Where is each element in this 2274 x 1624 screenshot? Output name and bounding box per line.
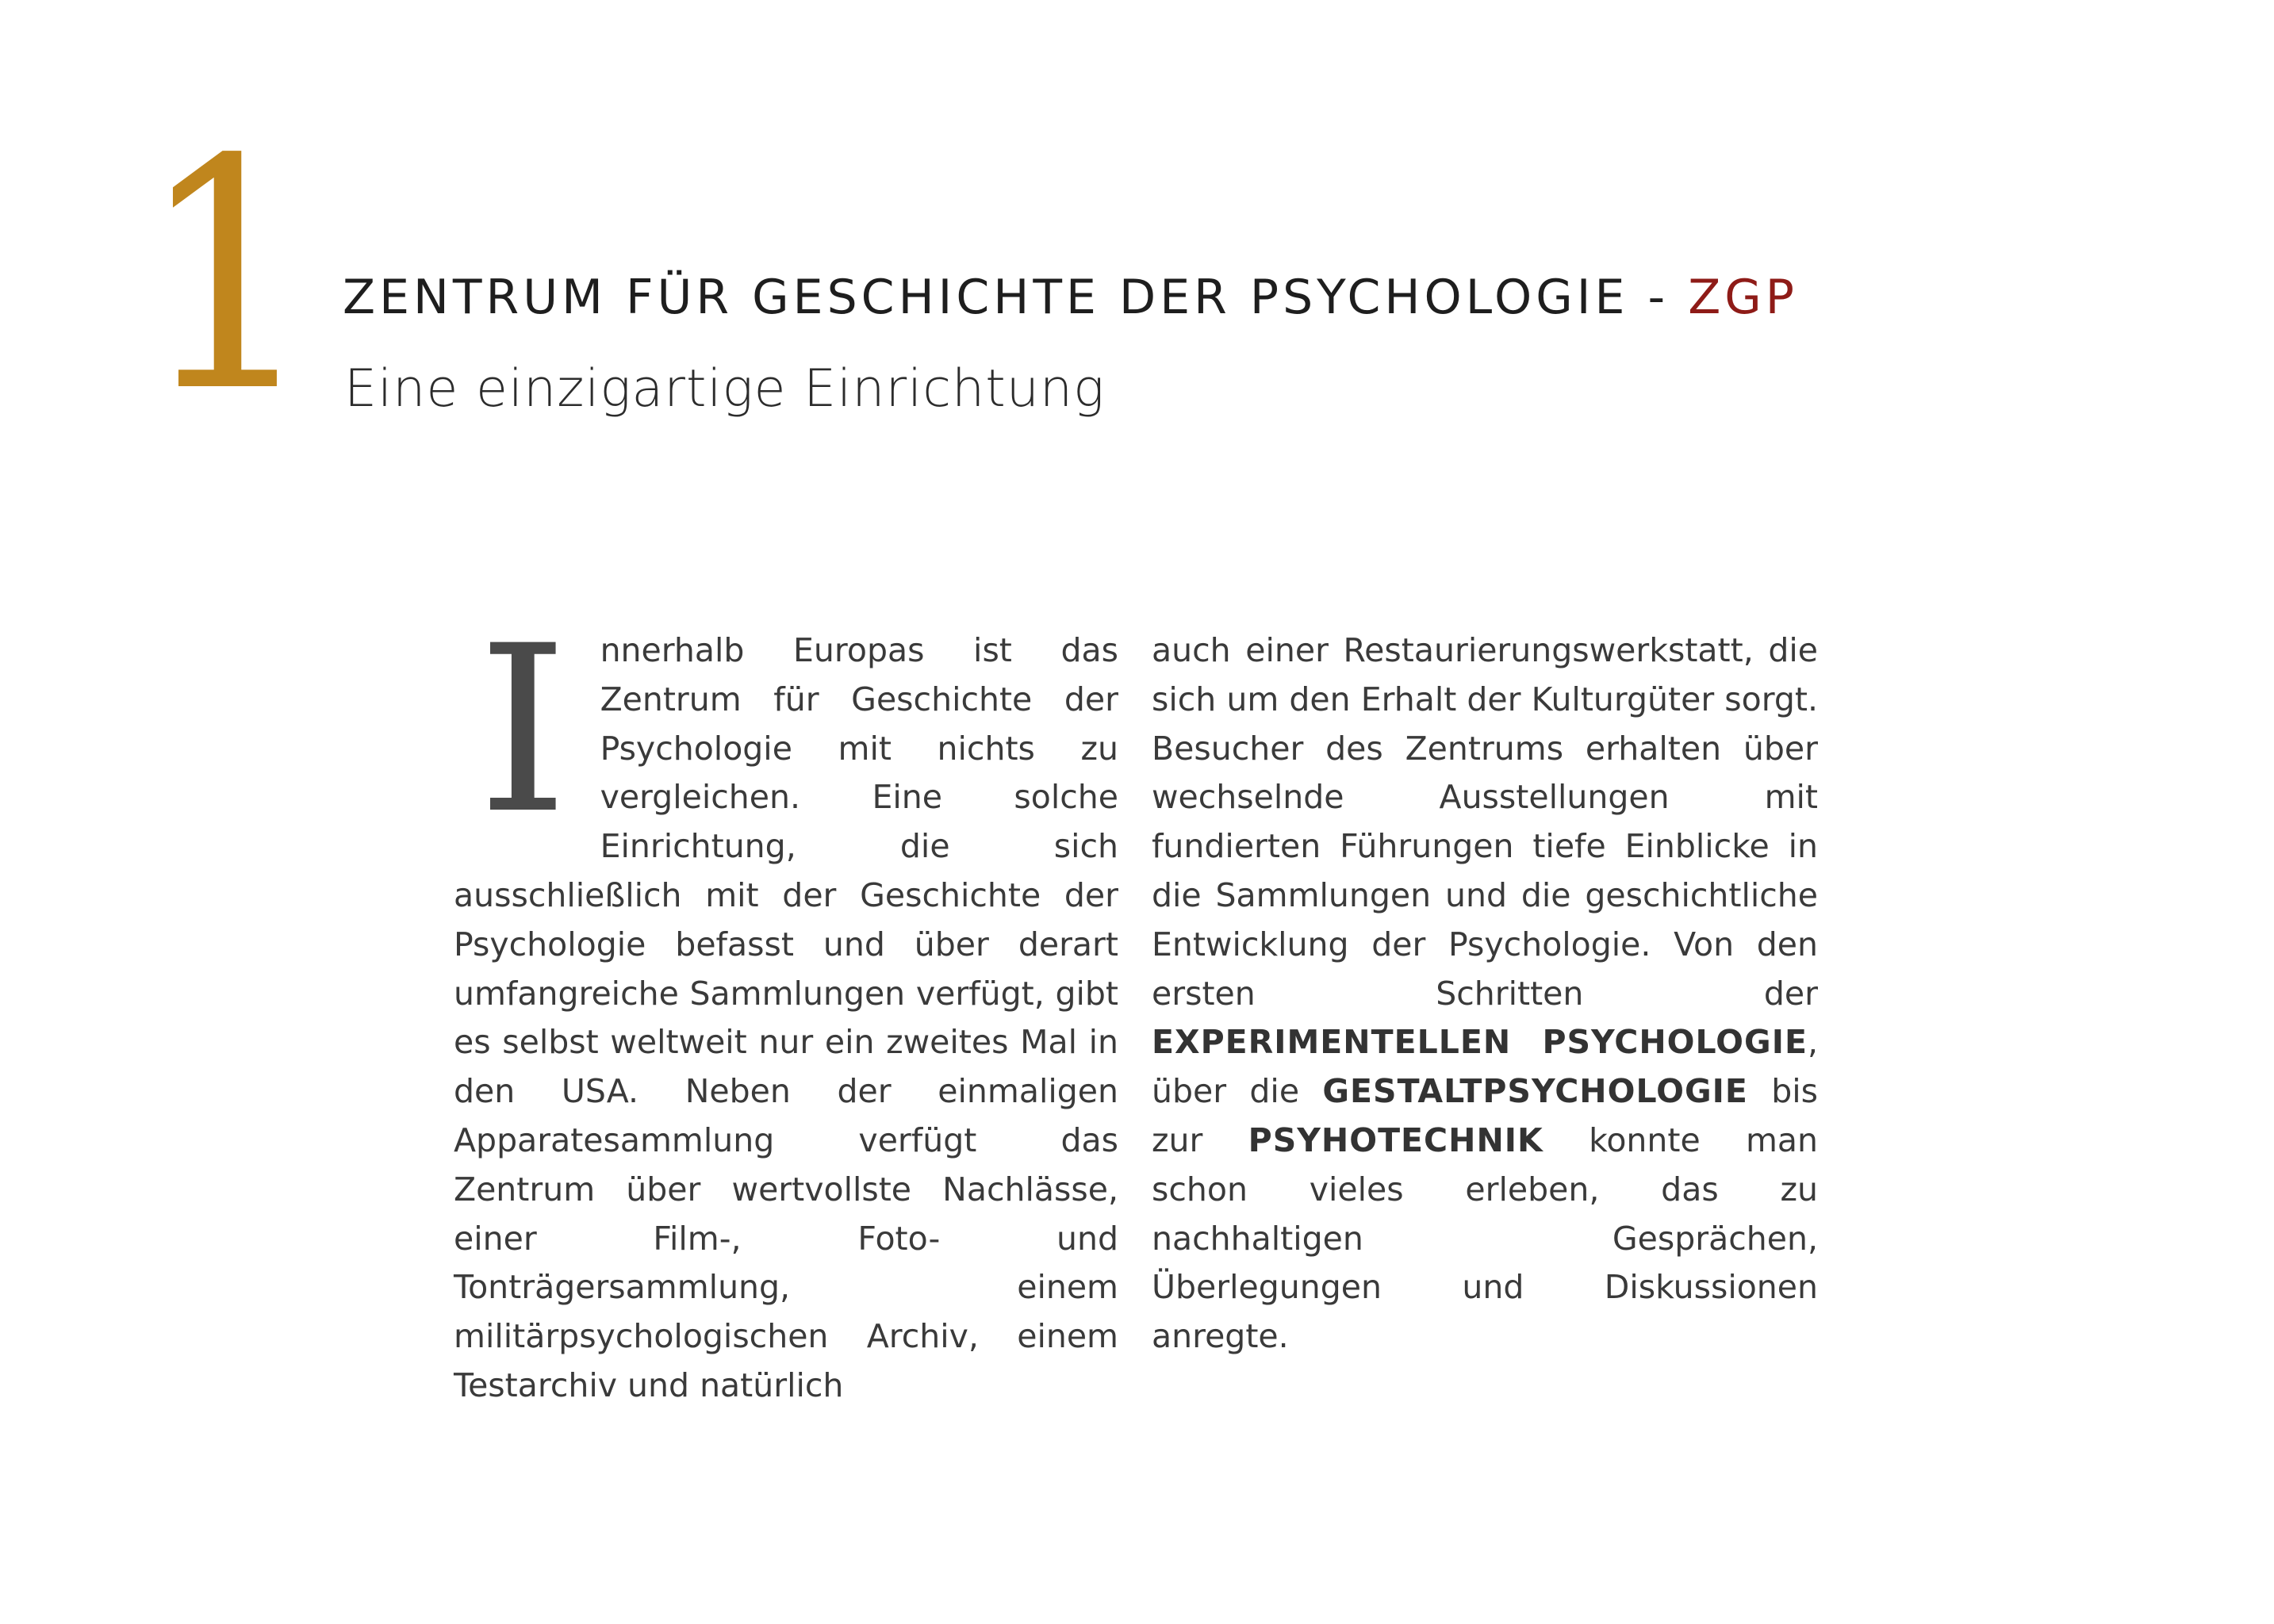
body-text-right-1: auch einer Restaurierungswerkstatt, die sich um den Erhalt der Kulturgüter sorgt. Besucher des Zentrums erhalten über wechselnde Ausstellungen mit fundierten Führungen tiefe Einblicke in die Sammlungen und die geschichtliche Entwicklung der Psychologie. Von den ersten Schritten der	[1152, 631, 1818, 1013]
body-text-right-2: , über die	[1152, 1023, 1818, 1111]
page-subtitle: Eine einzigartige Einrichtung	[344, 359, 1106, 419]
body-text-right-4: konnte man schon vieles erleben, das zu nachhaltigen Gesprächen, Überlegungen und Diskussionen anregte.	[1152, 1120, 1818, 1356]
term-psychotechnics: PSYHOTECHNIK	[1248, 1120, 1543, 1159]
page-title-text: ZENTRUM FÜR GESCHICHTE DER PSYCHOLOGIE -	[343, 270, 1670, 325]
page-title	[343, 270, 1798, 325]
body-text-left: nnerhalb Europas ist das Zentrum für Geschichte der Psychologie mit nichts zu vergleichen. Eine solche Einrichtung, die sich ausschließlich mit der Geschichte der Psychologie befasst und über derart umfangreiche Sammlungen verfügt, gibt es selbst weltweit nur ein zweites Mal in den USA. Neben der einmaligen Apparatesammlung verfügt das Zentrum über wertvollste Nachlässe, einer Film-, Foto- und Tonträgersammlung, einem militärpsychologischen Archiv, einem Testarchiv und natürlich	[454, 631, 1118, 1404]
body-column-left	[454, 597, 1118, 1411]
page-title-abbreviation: ZGP	[1688, 270, 1798, 325]
term-gestalt-psychology: GESTALTPSYCHOLOGIE	[1322, 1072, 1748, 1111]
body-column-right	[1152, 626, 1818, 1362]
body-text-right-3: bis zur	[1152, 1072, 1818, 1159]
drop-cap: I	[477, 597, 569, 864]
chapter-number: 1	[139, 93, 316, 462]
term-experimental-psychology: EXPERIMENTELLEN PSYCHOLOGIE	[1152, 1023, 1808, 1062]
